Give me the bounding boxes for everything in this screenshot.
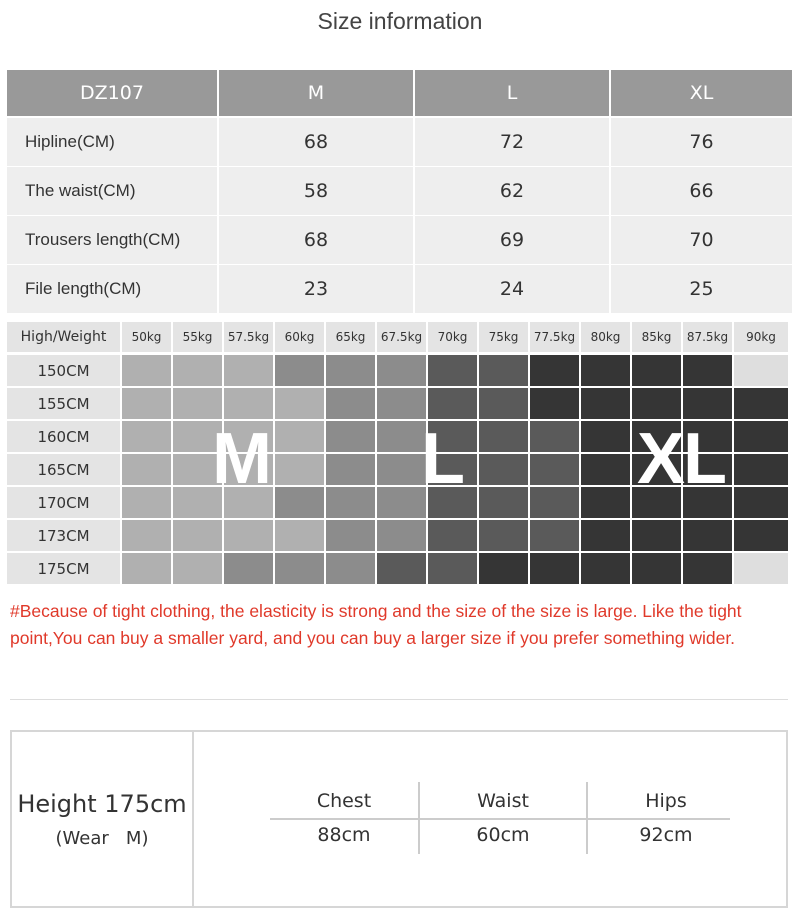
zone-label-l: L [421,419,463,499]
size-cell-xl [632,520,681,551]
weight-header: 65kg [326,322,375,352]
size-cell-m-dark [326,388,375,419]
size-cell-xl [581,355,630,386]
size-cell-m-dark [377,454,426,485]
weight-header: 67.5kg [377,322,426,352]
model-height: Height 175cm [17,790,187,818]
weight-header: 60kg [275,322,324,352]
table-cell: 23 [219,265,413,313]
zone-label-m: M [212,419,270,499]
size-cell-m [224,355,273,386]
size-cell-xl [632,388,681,419]
table-cell: 70 [611,216,792,264]
table-cell: 76 [611,118,792,166]
size-cell-l [530,520,579,551]
size-cell-xl [632,553,681,584]
size-cell-m-dark [326,553,375,584]
size-cell-l [479,421,528,452]
table-cell: 25 [611,265,792,313]
size-cell-xl [734,520,788,551]
size-cell-l [530,454,579,485]
size-cell-m-dark [326,421,375,452]
height-header: 160CM [7,421,120,452]
measurement-waist [420,782,586,860]
size-cell-m [122,520,171,551]
size-cell-m-dark [275,487,324,518]
size-cell-m [275,421,324,452]
size-cell-m [173,520,222,551]
size-table-header [7,70,792,116]
size-cell-xl [581,421,630,452]
header-cell-l: L [415,70,609,116]
size-cell-l [377,553,426,584]
size-cell-m [275,388,324,419]
weight-header: 70kg [428,322,477,352]
size-cell-xl [734,487,788,518]
size-cell-xl [581,520,630,551]
size-cell-m [173,553,222,584]
size-cell-l [530,487,579,518]
measurement-hips [588,782,744,860]
measurement-value: 88cm [317,824,371,846]
table-row [7,216,792,264]
height-header: 150CM [7,355,120,386]
size-cell-m-dark [377,421,426,452]
table-cell: 62 [415,167,609,215]
size-cell-xl [479,553,528,584]
measurement-name: Waist [477,790,529,812]
table-cell: 66 [611,167,792,215]
size-cell-m-dark [377,487,426,518]
size-cell-m-dark [224,553,273,584]
size-cell-xl [581,487,630,518]
size-cell-xl [530,355,579,386]
size-cell-blank [734,553,788,584]
table-cell: 24 [415,265,609,313]
model-box-divider [192,732,194,906]
model-wear-size: (Wear M) [55,828,149,849]
height-header: 155CM [7,388,120,419]
size-cell-xl [734,388,788,419]
weight-header: 87.5kg [683,322,732,352]
size-cell-m-dark [377,520,426,551]
measurement-chest [270,782,418,860]
table-cell: 68 [219,216,413,264]
size-cell-m [122,388,171,419]
size-cell-l [479,487,528,518]
row-label: Trousers length(CM) [25,230,181,249]
weight-header: 80kg [581,322,630,352]
table-row [7,167,792,215]
size-cell-m-dark [326,355,375,386]
size-cell-l [479,388,528,419]
size-cell-m-dark [275,355,324,386]
size-cell-m [173,388,222,419]
height-header: 175CM [7,553,120,584]
size-cell-xl [683,355,732,386]
size-cell-xl [734,454,788,485]
size-table [7,70,792,314]
size-cell-m-dark [275,553,324,584]
weight-header: 90kg [734,322,788,352]
page-title: Size information [317,8,483,34]
table-row [7,118,792,166]
measurement-name: Hips [645,790,687,812]
size-cell-m-dark [326,454,375,485]
weight-header: 55kg [173,322,222,352]
size-cell-l [479,454,528,485]
grid-row [7,388,792,419]
divider [10,699,788,700]
size-cell-m-dark [377,388,426,419]
header-cell-m: M [219,70,413,116]
weight-header: 75kg [479,322,528,352]
size-cell-l [428,388,477,419]
size-cell-l [428,355,477,386]
size-cell-xl [683,553,732,584]
size-cell-m [122,421,171,452]
zone-label-xl: XL [637,419,726,499]
table-cell: 68 [219,118,413,166]
size-cell-m-dark [326,520,375,551]
size-cell-m [173,355,222,386]
size-cell-l [479,520,528,551]
model-measurements [270,782,730,860]
grid-header-row [7,322,792,352]
grid-corner-label: High/Weight [7,322,120,352]
sizing-note: #Because of tight clothing, the elasticity is strong and the size of the size is large. Like the tight point,You can buy a smaller yard, and you can buy a larger size if you prefer something wider. [10,601,742,648]
size-cell-m [122,355,171,386]
size-cell-xl [581,388,630,419]
weight-header: 77.5kg [530,322,579,352]
header-cell-xl: XL [611,70,792,116]
table-cell: 58 [219,167,413,215]
grid-row [7,520,792,551]
size-cell-blank [734,355,788,386]
size-cell-m [122,487,171,518]
size-cell-xl [683,520,732,551]
size-cell-l [479,355,528,386]
height-header: 165CM [7,454,120,485]
size-cell-l [428,553,477,584]
size-cell-m [275,454,324,485]
header-cell-model: DZ107 [7,70,217,116]
grid-row [7,355,792,386]
height-header: 170CM [7,487,120,518]
size-cell-l [530,421,579,452]
weight-header: 57.5kg [224,322,273,352]
measurement-name: Chest [316,790,372,812]
size-cell-xl [530,388,579,419]
size-cell-m-dark [377,355,426,386]
size-cell-xl [581,553,630,584]
size-cell-m [224,520,273,551]
table-cell: 72 [415,118,609,166]
table-row [7,265,792,313]
size-cell-m [275,520,324,551]
measurement-value: 92cm [639,824,693,846]
grid-row [7,553,792,584]
size-cell-xl [530,553,579,584]
model-info-box [10,730,788,908]
table-cell: 69 [415,216,609,264]
measurement-value: 60cm [476,824,530,846]
size-cell-m [122,454,171,485]
weight-header: 50kg [122,322,171,352]
row-label: Hipline(CM) [25,132,115,151]
row-label: The waist(CM) [25,181,136,200]
size-cell-l [428,520,477,551]
row-label: File length(CM) [25,279,142,298]
size-cell-m [224,388,273,419]
weight-header: 85kg [632,322,681,352]
height-header: 173CM [7,520,120,551]
size-cell-xl [683,388,732,419]
size-cell-m-dark [326,487,375,518]
size-cell-xl [734,421,788,452]
size-cell-xl [581,454,630,485]
size-cell-xl [632,355,681,386]
size-cell-m [122,553,171,584]
